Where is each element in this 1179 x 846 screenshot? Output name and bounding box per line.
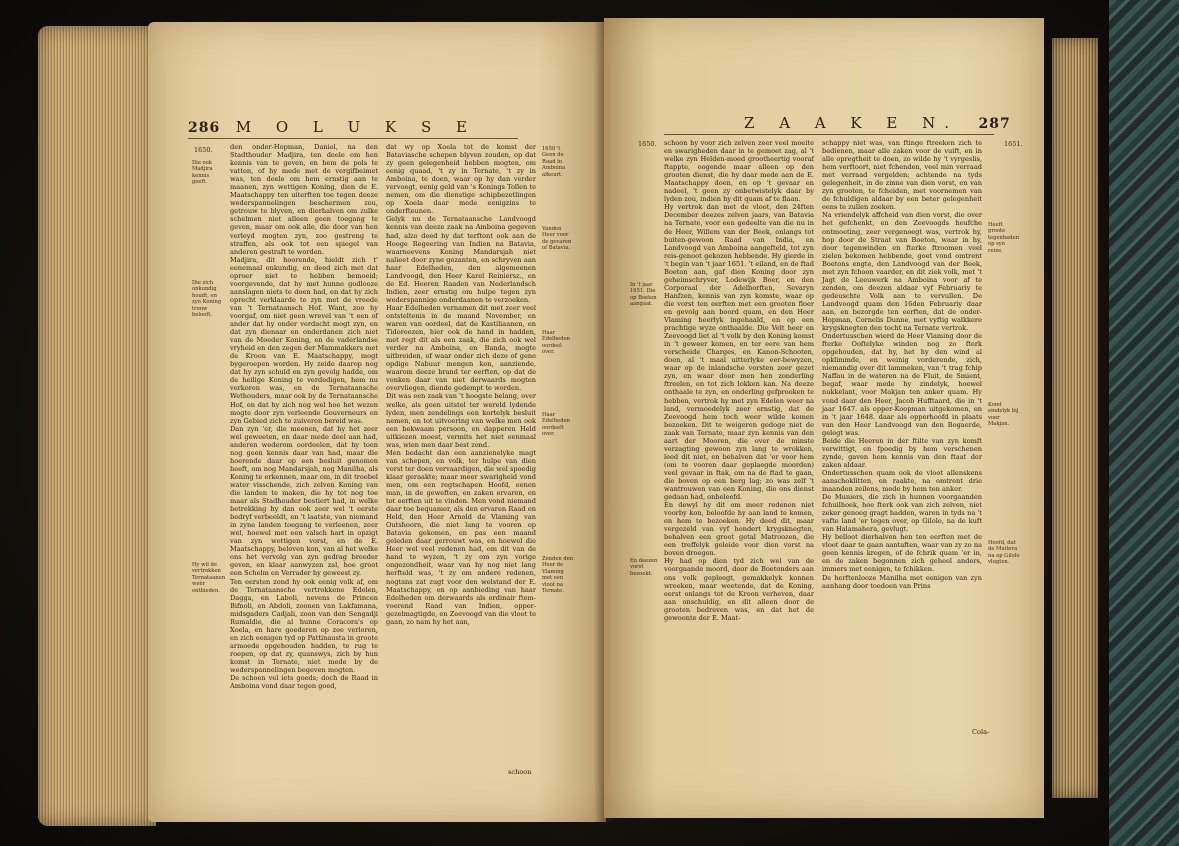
left-text-column-1 — [230, 143, 378, 690]
right-running-head — [744, 114, 1021, 132]
paragraph: Hy belloot dierhalven hen ten eerften met de vloot daar te gaan aantaften, waar van zy zo na geen kennis kregen, of de fchrik quam 'er in, en de zaken begonnen zich geheel anders, immers met eenigen, te fchikken. — [822, 533, 982, 574]
paragraph: Hy vertrok dan met de vloot, den 24ften December deezes zelven jaars, van Batavia na Ternate, voor een gedeelte van die nu in de Heer, Willem van der Beek, onlangs tot buiten-gewoon Raad van India, en Landvoogd van Amboina aangefteld, tot zyn reis-genoot gekozen hebbende. Hy gierde in 't begin van 't jaar 1651. 't eiland, en de ftad Boeton aan, gaf dien Koning door zyn geheimschryver, Lodewijk Boer, en den Corporaal der Adelborften, Sevaryn Hanfzen, kennis van zyn komste, waar op die vorst ten eerften met een grooten floer en gevolg aan boord quam, en den Heer Vlaming heerlyk ingehaald, en op een prachtige wyze onthaalde. Die Velt heer en Zeevoogd liet al 't volk by den Koning komst in 't geweer komen, en ter eere van hem verscheide Charges, en Kanon-Schooten, doen, al 't maal uitterlyke eer-bewyzen, waar op de inlandsche vorsten zeer gezet zyn, en waar door men hen zonderling ftreelen, en tot zich lokken kan. Na deeze onthaale te zyn, en onderling gefprooken te hebben, vertrok hy met zyn Edelen weer na land, vermoedelyk zeer ernstig, dat de Zeevoogd hem toch weer wilde komen bezoeken. Dit te weigeren gedoge niet de zaak van Ternate, maar zyn kennis van den aart der Mooren, die over de minste verzagting gewoon zyn lang te wrokken, leed dit niet, en behalven dat 'er voor hem (om te vooren daar geplaegde moorden) veel gevaar in ftak, om na de ftad te gaan, die boven op een berg lag; zo was zelf 't wantrouwen van een Koning, die ons dienst gedaan had, onbeleefd. — [664, 203, 814, 502]
paragraph: Haar Edelheden vernamen dit met zeer veel ontsteltenis in de maand November, en waren van oordeel, dat de Kastiliaanen, en Tidoreezen, hier ook de hand in hadden, met regt dit als een zaak, die zich ook wel verder na Amboina, en Banda, mogte uitbreiden, of waar onder zich deze of gene opdige Nabuur mengen kon, aanziende, waarom deeze brand ter eerften, op dat de vonken daar van niet derwaards mogten overvliegen, diende gedempt te worden. — [386, 303, 536, 393]
right-fore-edge — [1052, 38, 1098, 798]
right-page-number: 287 — [978, 116, 1011, 132]
paragraph: Na vriendelyk affcheid van dien vorst, die over het gefchenkt, en den Zeevoogds heufche ontmoeting, zeer vergenoegt was, vertrok hy, hop door de Straat van Boeton, waar in hy, door tegenwinden en fterke ftroomen veel zielen bekomen hebbende, goet vond omtrent Boetons engte, den Landvoogd van der Beek, met zyn fchoon vaarder, en dit ziek volk, met 't Jagt de Leeuwerk na Amboina voor af te zenden, om deezen aldaar vyf Februariy te gedeuschte Volk aan te vervullen. De Landvoogd quam den 16den Februariy daar aan, en bezorgde ten eerften, dat de onder-Hopman, Cornelis Dunne, met vyftig walkkere krygsknegten den tocht na Ternate vertrok. — [822, 211, 982, 333]
paragraph: Men bedacht dan een aanzienelyke magt van schepen, en volk, ter hulpe van dien vorst ter doen vervaardigen, die wel spoedig klaar geraakte; maar meer swarigheid vond men, om een regtschapen Hoofd, eenen man, in de geweften, en zaken ervaren, en tot eerften uit te vinden. Men vond niemand daar toe bequamer, als den ervaren Raad en Held, den Heer Arnold de Vlaming van Outshoorn, die niet lang te vooren op Batavia gekomen, en pas een maand geleden daar gerrouwt was, en hoewel die Heer wel veel redenen had, om dit van de hand te wyzen, 't zy om zyn vorige ongezondheit, waar van hy nog niet lang herfteld was, 't zy om andere redenen, nogtans zat zugt voor den welstand der E. Maatschappy, en op aanbieding van haar Edelheden om derwaards als ordinair ftem-voerend Raad van Indien, opper-gezelmagtigde, en Zeevoogd van die vloot te gaan, zo nam hy het aan, — [386, 448, 536, 626]
right-year-left: 1650. — [638, 140, 657, 148]
paragraph: Dan zyn 'er, die meenen, dat hy het zeer wel geweeten, en daar mede deel aan had, anderen wederom oordeelen, dat hy toen nog geen kennis daar van had, maar die hoerende daar op een besluit genomen heeft, om nog Mandarsjah, nog Manilha, als Koning te erkennen, maar om, in dit troebel water visschende, zich zelven Koning van die landen te maken, die hy tot nog toe maar als Stadhouder bestiert had, in welke betrekking hy dan ook zeer wel 't eerste bedryf verbeeldt, en 't laatste, van niemand in zyne landen toegang te verleenen, zeer wel, hoewel met een valsch hart in opzigt van zyn wettigen vorst, en de E. Maatschappy, beloven kon, van al het welke ons het vervolg van zyn gedrag breeder geven, en klaar aanwyzen zal, hoe groot een Schelm en Verrader hy geweest zy. — [230, 424, 378, 578]
right-head-rule — [664, 134, 994, 135]
left-head-rule — [188, 138, 518, 139]
paragraph: den onder-Hopman, Daniel, na den Stadthouder Madjira, ten deele om hen kennis van te geven, en hem de pols te vatten, of hy mede met de vergifbeimet was, ten deele om hem ernstig aan te maanen, zyn wettigen Koning, dien de E. Maatschappy ten uiterften toe tegen deeze wederspannelingen beschermen zou, getrouw te blyven, en dierhalven om zulke schelmen niet alleen geen toegang te geven, maar om ook alle, die door van hen verleyd mogten zyn, zoo gestreng te straffen, als ook tot een spiegel van anderen gestraft te worden. — [230, 143, 378, 256]
margin-note: Vanden Heer voor de gevaren of Batavia. — [542, 226, 572, 252]
margin-note: Die zich onkundig houdt, en zyn Koning trouw belooft. — [192, 280, 222, 319]
left-running-head — [188, 118, 477, 136]
margin-note: Die ook Madjira kennis geeft. — [192, 160, 213, 186]
right-catchword: Cola- — [972, 728, 990, 736]
margin-note: In 't jaar 1651. Die op Boeton aangaat. — [630, 282, 657, 308]
paragraph: Dit was een zaak van 't hoogste belang, over welke, als geen uitstel ter wereld lydende lyden, men zendelings een kortelyk besluit nemen, en tot uitvoering van welke men ook een bekwaam persoon, en dapperen Held uitkiezen moest, vermits het niet eenmaal was, wien men daar best zond. — [386, 392, 536, 449]
paragraph: Ondertusschen quam ook de vloot allenskens aanschoklitten, en raakte, na omtrent drie maanden zeilens, mede by hem ten anker. — [822, 468, 982, 494]
paragraph: Ondertusschen wierd de Heer Vlaming door de fterke Ooftelyke winden nog zo fterk opgehouden, dat hy, het hy den wind al opklimmde, en weinig vorderende, zich, niemandig over dit lammeken, van 't trag fchip Naffau in de wateren na de Fluit, de Smient, begaf, waar mede hy zindelyk, hoewel nukkelant, voor Makjan ten anker quam. Hy vond daar den Heer, Jacob Hufftaard, die in 't jaar 1647. als opper-Koopman uitgekomen, en in 't jaar 1648. daar als opperhoofd in plaats van den Heer Landvoogd van den Bogaerde, gelegt was. — [822, 332, 982, 437]
margin-note: 1650 't Geen de Raad in Amboina afkeurt. — [542, 146, 566, 178]
right-text-column-1 — [664, 139, 814, 622]
left-head-title: M O L U K S E — [235, 118, 477, 136]
paragraph: De schoen vel iets goeds; doch de Raad in Amboina vond daar tegen goed, — [230, 674, 378, 691]
paragraph: dat wy op Xoela tot de komst der Bataviasche schepen blyven zouden, op dat zy geen gelegenheid hebben mogten, om eenig quaad, 't zy in Ternate, 't zy in Amboina, te doen, waar op hy dan verder vervoegt, eenig geld van 's Konings Tollen te nemen, om die dienstige schipbezetlingen op Xoela daar mede eenigzins te onderfteunen. — [386, 143, 536, 216]
paragraph: Gelyk nu de Ternataansche Landvoogd kennis van deeze zaak na Amboina gegeven had, alzo deed hy dat terftont ook aan de Hooge Regeering van Indien na Batavia, waarneevens Koning Mandarsjah niet nalieet door zyne gezanten, en schryven aan haar Edelheden, den algemeenen Landvoogd, den Heer Karel Reiniersz., en de Ed. Heeren Raaden van Nederlandsch Indien, zeer ernstig om hulpe tegen zyn wederspannige onderdaanen te verzoeken. — [386, 215, 536, 304]
paragraph: Hy had op dien tyd zich wel van de voorgaande moord, door de Boetonders aan ons volk gepleegt, gemakkelyk konnen wreeken, maar weetende, dat de Koning, eerst onlangs tot de Kroon verheven, daar aan onschuldig, en dit alleen door de grooten bedreven was, en dat het de gewoonte der E. Maat- — [664, 557, 814, 622]
margin-note: Haar Edelheden oordeelt over. — [542, 412, 570, 438]
margin-note: Zenden den Heer de Vlaming met een vloot na Ternate. — [542, 556, 574, 595]
patterned-cloth — [1109, 0, 1179, 846]
margin-note: Hy wil de vertrokken Ternataanen weêr ontbieden. — [192, 562, 226, 594]
right-head-title: Z A A K E N. — [744, 114, 960, 132]
paragraph: schappy niet was, van ftinge ftreeken zich te bedienen, maar alle zaken voor de vuift, en in alle opregtheit te doen, zo wilde hy 't vyrgeslis, hem verftoort, niet fchenden, veel min verraad met verraad vergelden; achtende na tyds gelegenheit, in de zinne van dien vorst, en van zyn grooten, te fcheiden, met voornemen van de fchuldigen aldaar by een beter gelegenheit eens te zullen zoeken. — [822, 139, 982, 212]
paragraph: De Muniers, die zich in hunnen voorgaanden fchuilhoek, hoe fterk ook van zich zelven, niet zeker genoeg gragt hadden, waren in tyds na 't vafte land 'er tegen over, op Gilolo, na de kuft van Halamahera, gevlugt. — [822, 493, 982, 534]
paragraph: Madjira, dit hoorende, hieldt zich t' eenemaal onkundig, en deed zich met dat oproer niet te hebben bemoeid; voorgevende, dat hy met hunne godlooze aanslagen niets te doen had, en dat hy zich oprecht verklaarde te zyn met de vreede van 't Ternataansch Hof. Want, zoo hy voorgaf, om niet geen wrevel van 't een of ander dat hy onder verdacht mogt zyn, en dat zyn dienaar en onderdanen zich niet van de Moeder Koning, en de vaderlandse vryheid en den zegen der Mammakkers met de Kroon van E. Maatschappy, mogt bygeroepen worden. Hy zeide daarop nog dat hy zyn schuld en zyn gevolg hadde, om de heilige Koning te verdedigen, hem nu verkoren was, en de Ternataansche Wethouders, maar ook by de Ternataansche Hof, en dat hy zich nog wel hoe het wezen mogte door zyn verleende Gouverneurs en zyn Gebied zich te zuiveren bereid was. — [230, 255, 378, 425]
paragraph: Ten eersten zond hy ook eenig volk af, om de Ternataansche vertrokkene Edelen, Dagga, en Laboli, nevens de Princen Bifnoli, en Abdoli, zoonen van Lakfamana, midsgaders Cadjali, zoon van den Sengadji Rumaldie, die al hunne Coracora's op Xoela, en hare goederen op zee verloren, en zich eenigen tyd op Pattinausta in groote armoede opgehouden hadden, te rug te roepen, op dat zy, quanswys, zich by hun komst in Ternate, niet mede by de wederspannelingen begeven mogten. — [230, 577, 378, 675]
margin-note: Hoofd, dat de Muitera na op Gilolo vlugten. — [988, 540, 1020, 566]
paragraph: schoon hy voor zich zelven zeer veel moeite en swarigheden daar in te gemoet zag, al 't welke zyn Helden-moed grootheertig vooraf ftappte, oogende maar alleen op den grooten dienst, die hy daar mede aan de E. Maatschappy doen, en op 't gevaar en nadeel, 't geen zy onbetwistelyk daar by lyden zou, indien hy dit quam af te flaan. — [664, 139, 814, 204]
margin-note: Komt eindelyk bij voor Makjan. — [988, 402, 1019, 428]
paragraph: De herftenlooze Manilha met eenigen van zyn aanhang door toedoen van Prins — [822, 573, 982, 590]
left-page-number: 286 — [188, 120, 221, 136]
right-year-right: 1651. — [1004, 140, 1023, 148]
margin-note: En deezen vorst bezoekt. — [630, 558, 658, 577]
open-book — [38, 8, 1078, 838]
left-page — [148, 22, 606, 822]
margin-note: Haar Edelheden oordeel over. — [542, 330, 570, 356]
left-text-column-2 — [386, 143, 536, 626]
paragraph: En dewyl hy dit om meer redenen niet voorby kon, beloofde hy aan land te komen, en hem te bezoeken. Hy deed dit, maar vergezeld van vyf hondert krygsknegten, behalven een groot getal Matroozen, die een treffelyk geleide voor dien vorst na boven droegen. — [664, 501, 814, 558]
margin-note: Heeft groote tegenheden op syn reize. — [988, 222, 1020, 254]
left-fore-edge — [38, 26, 156, 826]
right-text-column-2 — [822, 139, 982, 590]
left-year: 1650. — [194, 146, 213, 154]
paragraph: Beide die Heeren in der ftilte van zyn komft verwittigt, en fpoedig by hem verschenen zynde, gaven hem kennis van den ftaat der zaken aldaar. — [822, 436, 982, 469]
right-page — [604, 18, 1044, 818]
left-catchword: schoon — [508, 768, 532, 776]
